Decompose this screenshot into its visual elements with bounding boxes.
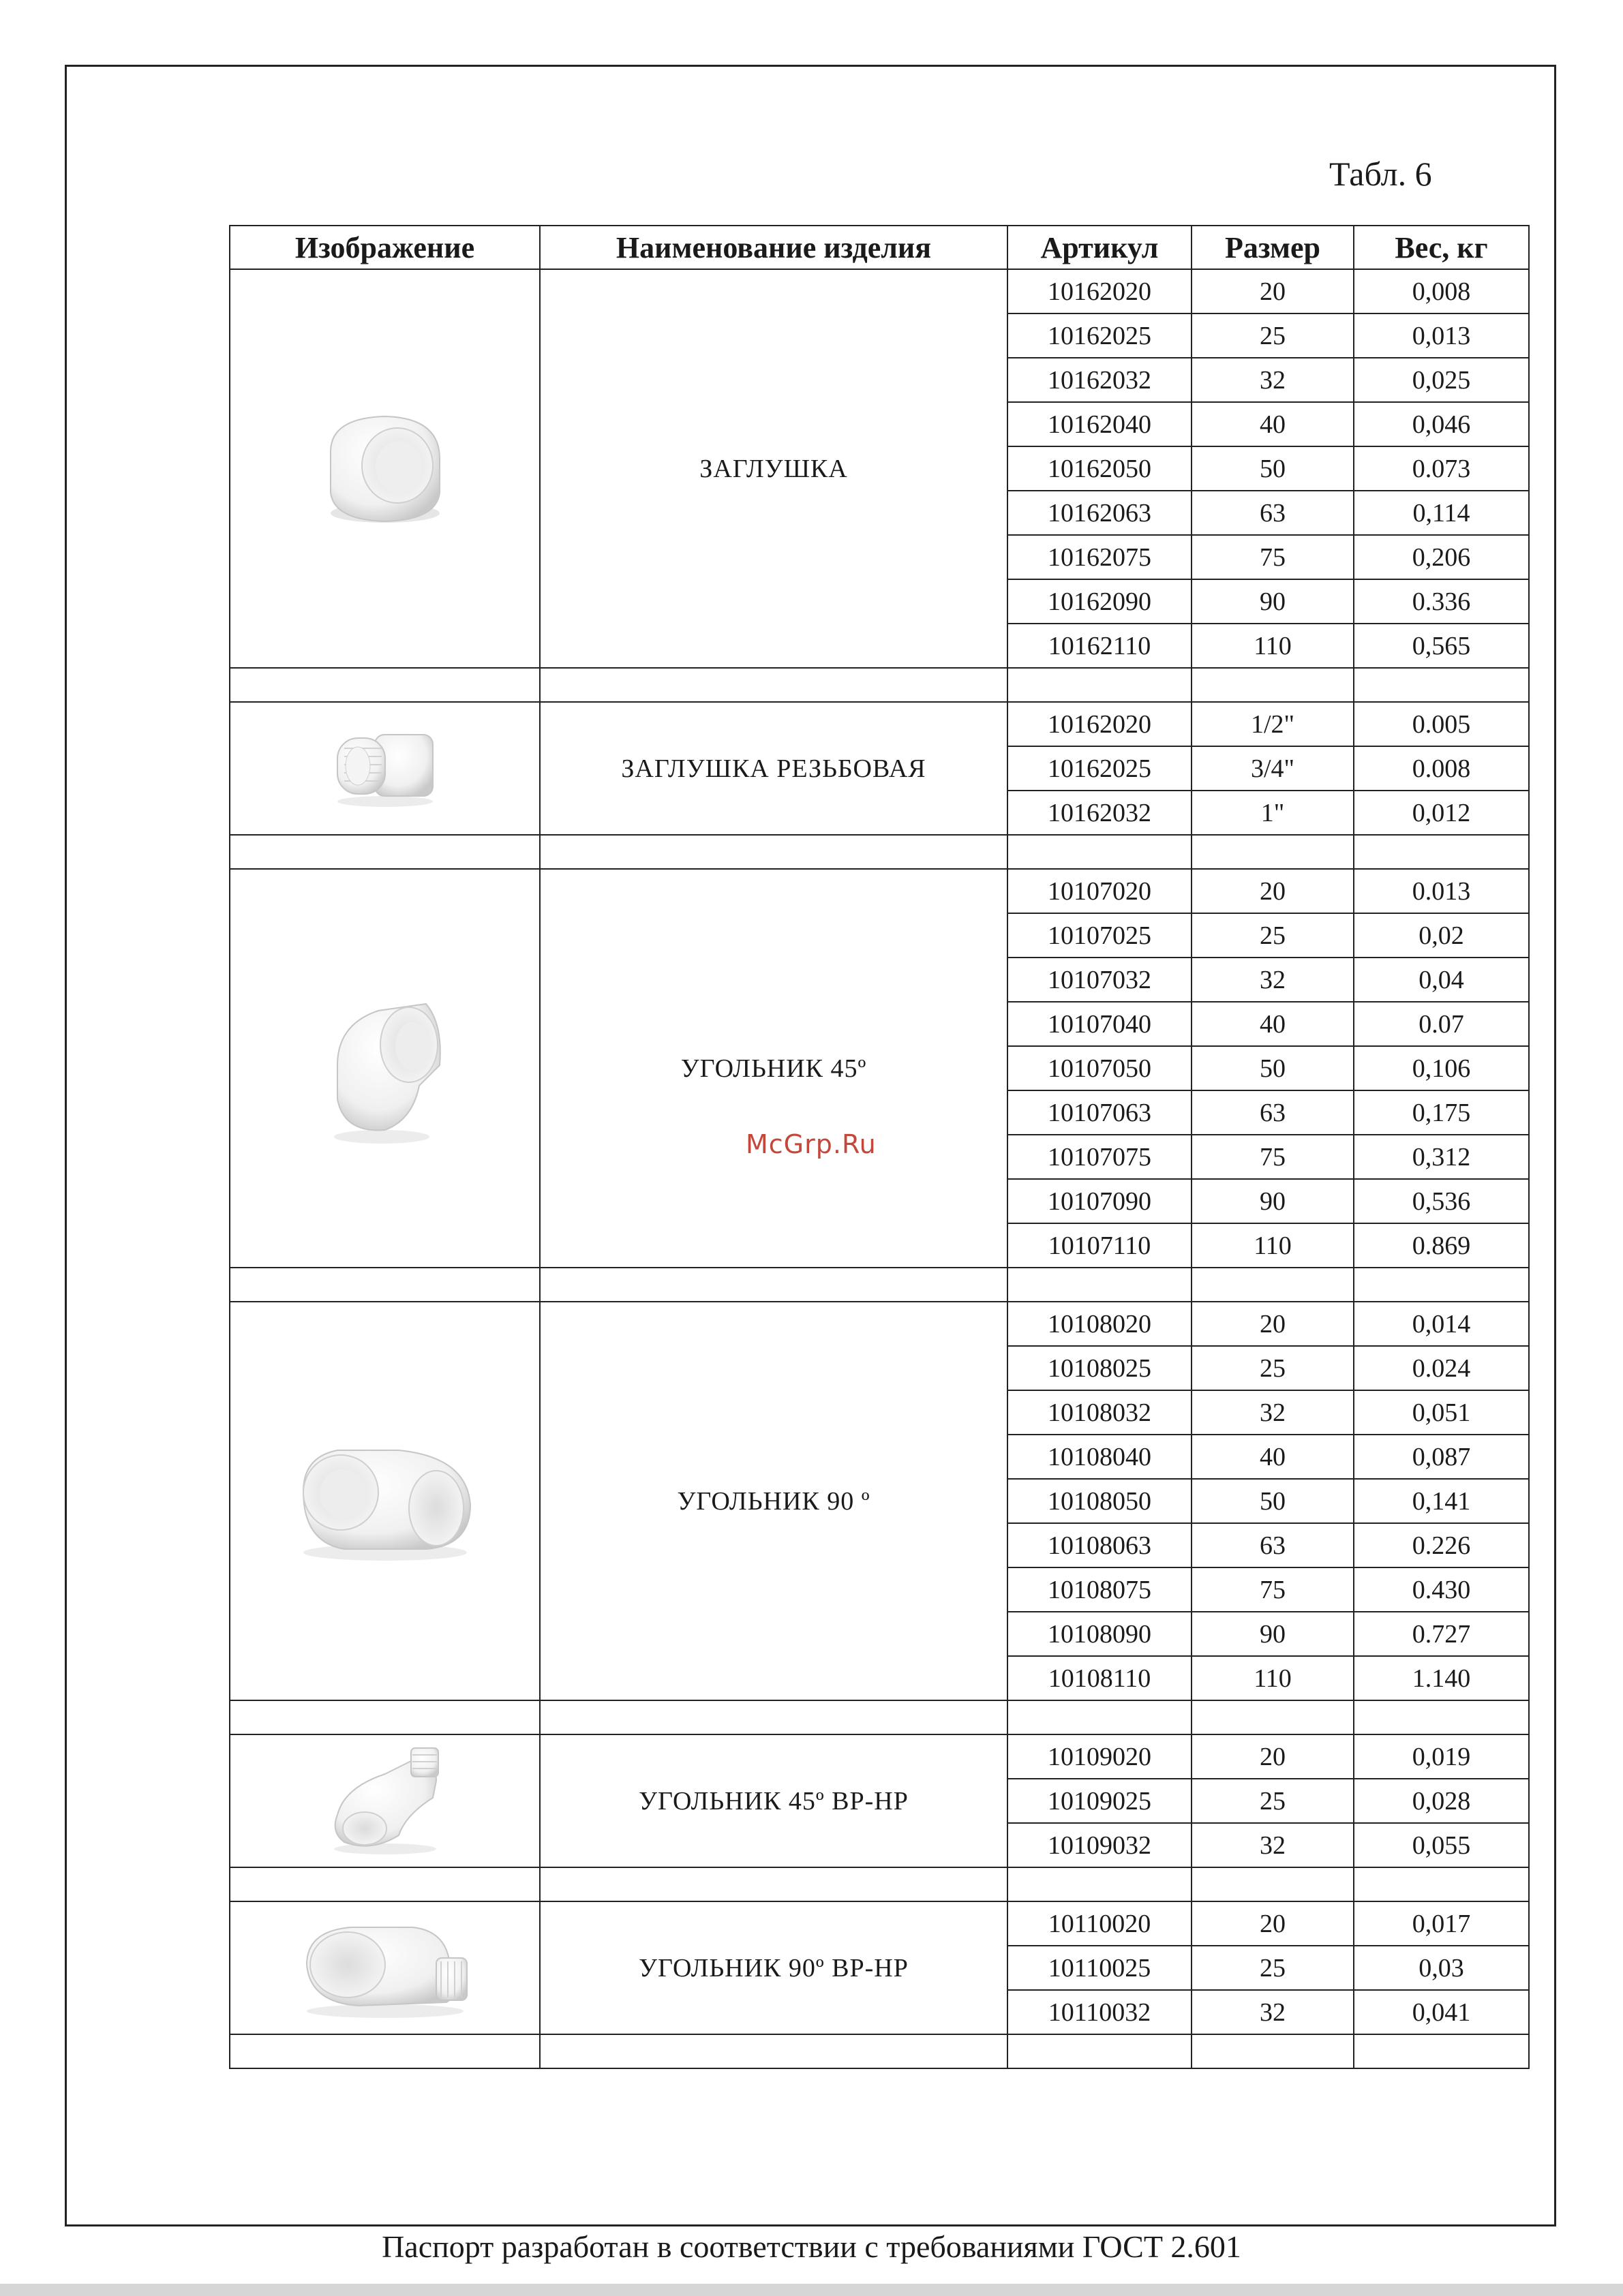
article-cell: 10110032 bbox=[1007, 1990, 1192, 2034]
size-cell: 20 bbox=[1192, 1901, 1354, 1946]
weight-cell: 0,055 bbox=[1354, 1823, 1529, 1867]
article-cell: 10162040 bbox=[1007, 402, 1192, 446]
weight-cell: 0.024 bbox=[1354, 1346, 1529, 1390]
product-table bbox=[229, 225, 1530, 2069]
footer-note: Паспорт разработан в соответствии с требованиями ГОСТ 2.601 bbox=[382, 2229, 1241, 2264]
size-cell: 50 bbox=[1192, 1479, 1354, 1523]
weight-cell: 0,008 bbox=[1354, 269, 1529, 313]
elbow-90-female-male-icon bbox=[230, 1910, 539, 2026]
size-cell: 50 bbox=[1192, 446, 1354, 491]
product-image-cell bbox=[230, 1302, 540, 1700]
product-name: ЗАГЛУШКА bbox=[540, 269, 1007, 668]
weight-cell: 0,02 bbox=[1354, 913, 1529, 958]
weight-cell: 0.07 bbox=[1354, 1002, 1529, 1046]
size-cell: 110 bbox=[1192, 624, 1354, 668]
empty-cell bbox=[1007, 2034, 1192, 2068]
weight-cell: 0,141 bbox=[1354, 1479, 1529, 1523]
spacer-row bbox=[230, 1867, 1529, 1901]
table-row bbox=[230, 702, 1529, 746]
empty-cell bbox=[540, 1700, 1007, 1734]
size-cell: 3/4" bbox=[1192, 746, 1354, 791]
article-cell: 10108075 bbox=[1007, 1567, 1192, 1612]
article-cell: 10107050 bbox=[1007, 1046, 1192, 1090]
article-cell: 10109020 bbox=[1007, 1734, 1192, 1779]
empty-cell bbox=[230, 1700, 540, 1734]
empty-cell bbox=[540, 2034, 1007, 2068]
size-cell: 20 bbox=[1192, 1734, 1354, 1779]
elbow-45-icon bbox=[230, 983, 539, 1154]
empty-cell bbox=[1192, 668, 1354, 702]
size-cell: 20 bbox=[1192, 869, 1354, 913]
article-cell: 10162063 bbox=[1007, 491, 1192, 535]
size-cell: 75 bbox=[1192, 1567, 1354, 1612]
article-cell: 10107075 bbox=[1007, 1135, 1192, 1179]
product-image-cell bbox=[230, 1901, 540, 2034]
table-number: Табл. 6 bbox=[1329, 155, 1432, 193]
weight-cell: 0,013 bbox=[1354, 313, 1529, 358]
size-cell: 32 bbox=[1192, 1390, 1354, 1435]
size-cell: 110 bbox=[1192, 1656, 1354, 1700]
article-cell: 10162020 bbox=[1007, 702, 1192, 746]
article-cell: 10107110 bbox=[1007, 1223, 1192, 1268]
cap-icon bbox=[230, 397, 539, 540]
size-cell: 75 bbox=[1192, 1135, 1354, 1179]
article-cell: 10107032 bbox=[1007, 958, 1192, 1002]
product-image-cell bbox=[230, 269, 540, 668]
article-cell: 10108050 bbox=[1007, 1479, 1192, 1523]
elbow-90-icon bbox=[230, 1430, 539, 1573]
table-row bbox=[230, 1734, 1529, 1779]
empty-cell bbox=[1007, 668, 1192, 702]
weight-cell: 0,051 bbox=[1354, 1390, 1529, 1435]
size-cell: 63 bbox=[1192, 1523, 1354, 1567]
size-cell: 32 bbox=[1192, 1990, 1354, 2034]
empty-cell bbox=[230, 2034, 540, 2068]
weight-cell: 0.869 bbox=[1354, 1223, 1529, 1268]
threaded-plug-icon bbox=[230, 721, 539, 816]
article-cell: 10109025 bbox=[1007, 1779, 1192, 1823]
table-row bbox=[230, 1901, 1529, 1946]
empty-cell bbox=[1354, 835, 1529, 869]
empty-cell bbox=[1192, 1700, 1354, 1734]
weight-cell: 0,106 bbox=[1354, 1046, 1529, 1090]
size-cell: 1" bbox=[1192, 791, 1354, 835]
empty-cell bbox=[1354, 1700, 1529, 1734]
empty-cell bbox=[1354, 1867, 1529, 1901]
empty-cell bbox=[230, 668, 540, 702]
empty-cell bbox=[540, 1268, 1007, 1302]
article-cell: 10162075 bbox=[1007, 535, 1192, 579]
weight-cell: 0,046 bbox=[1354, 402, 1529, 446]
empty-cell bbox=[1192, 2034, 1354, 2068]
article-cell: 10162032 bbox=[1007, 791, 1192, 835]
header-name: Наименование изделия bbox=[540, 226, 1007, 269]
size-cell: 40 bbox=[1192, 402, 1354, 446]
weight-cell: 0.005 bbox=[1354, 702, 1529, 746]
size-cell: 25 bbox=[1192, 1346, 1354, 1390]
weight-cell: 0,114 bbox=[1354, 491, 1529, 535]
empty-cell bbox=[1007, 1867, 1192, 1901]
weight-cell: 0,019 bbox=[1354, 1734, 1529, 1779]
spacer-row bbox=[230, 2034, 1529, 2068]
weight-cell: 0,206 bbox=[1354, 535, 1529, 579]
spacer-row bbox=[230, 668, 1529, 702]
weight-cell: 0,017 bbox=[1354, 1901, 1529, 1946]
product-image-cell bbox=[230, 702, 540, 835]
article-cell: 10162032 bbox=[1007, 358, 1192, 402]
size-cell: 25 bbox=[1192, 313, 1354, 358]
size-cell: 20 bbox=[1192, 269, 1354, 313]
product-image-cell bbox=[230, 869, 540, 1268]
empty-cell bbox=[230, 1268, 540, 1302]
weight-cell: 0,014 bbox=[1354, 1302, 1529, 1346]
empty-cell bbox=[1354, 2034, 1529, 2068]
size-cell: 40 bbox=[1192, 1435, 1354, 1479]
header-image: Изображение bbox=[230, 226, 540, 269]
article-cell: 10108063 bbox=[1007, 1523, 1192, 1567]
article-cell: 10109032 bbox=[1007, 1823, 1192, 1867]
weight-cell: 0,012 bbox=[1354, 791, 1529, 835]
weight-cell: 0,04 bbox=[1354, 958, 1529, 1002]
empty-cell bbox=[1192, 1268, 1354, 1302]
empty-cell bbox=[1007, 1700, 1192, 1734]
empty-cell bbox=[540, 668, 1007, 702]
size-cell: 50 bbox=[1192, 1046, 1354, 1090]
weight-cell: 0.336 bbox=[1354, 579, 1529, 624]
weight-cell: 0.226 bbox=[1354, 1523, 1529, 1567]
table-row bbox=[230, 1302, 1529, 1346]
bottom-bar bbox=[0, 2284, 1623, 2296]
empty-cell bbox=[1007, 1268, 1192, 1302]
article-cell: 10108040 bbox=[1007, 1435, 1192, 1479]
table-row bbox=[230, 869, 1529, 913]
article-cell: 10110025 bbox=[1007, 1946, 1192, 1990]
weight-cell: 0.013 bbox=[1354, 869, 1529, 913]
size-cell: 110 bbox=[1192, 1223, 1354, 1268]
empty-cell bbox=[230, 1867, 540, 1901]
watermark: McGrp.Ru bbox=[746, 1129, 877, 1159]
empty-cell bbox=[540, 1867, 1007, 1901]
weight-cell: 0,03 bbox=[1354, 1946, 1529, 1990]
weight-cell: 0,041 bbox=[1354, 1990, 1529, 2034]
size-cell: 25 bbox=[1192, 1946, 1354, 1990]
product-name: УГОЛЬНИК 45º bbox=[540, 869, 1007, 1268]
article-cell: 10162025 bbox=[1007, 746, 1192, 791]
empty-cell bbox=[1007, 835, 1192, 869]
weight-cell: 0,175 bbox=[1354, 1090, 1529, 1135]
product-name: ЗАГЛУШКА РЕЗЬБОВАЯ bbox=[540, 702, 1007, 835]
product-name: УГОЛЬНИК 90 º bbox=[540, 1302, 1007, 1700]
product-name: УГОЛЬНИК 90º ВР-НР bbox=[540, 1901, 1007, 2034]
elbow-45-female-male-icon bbox=[230, 1740, 539, 1863]
size-cell: 32 bbox=[1192, 1823, 1354, 1867]
weight-cell: 0.073 bbox=[1354, 446, 1529, 491]
article-cell: 10110020 bbox=[1007, 1901, 1192, 1946]
size-cell: 32 bbox=[1192, 958, 1354, 1002]
header-article: Артикул bbox=[1007, 226, 1192, 269]
article-cell: 10162025 bbox=[1007, 313, 1192, 358]
empty-cell bbox=[1192, 1867, 1354, 1901]
article-cell: 10162110 bbox=[1007, 624, 1192, 668]
size-cell: 40 bbox=[1192, 1002, 1354, 1046]
article-cell: 10108032 bbox=[1007, 1390, 1192, 1435]
size-cell: 90 bbox=[1192, 1179, 1354, 1223]
product-name: УГОЛЬНИК 45º ВР-НР bbox=[540, 1734, 1007, 1867]
header-weight: Вес, кг bbox=[1354, 226, 1529, 269]
weight-cell: 0.430 bbox=[1354, 1567, 1529, 1612]
weight-cell: 0.727 bbox=[1354, 1612, 1529, 1656]
size-cell: 32 bbox=[1192, 358, 1354, 402]
weight-cell: 0.008 bbox=[1354, 746, 1529, 791]
size-cell: 75 bbox=[1192, 535, 1354, 579]
article-cell: 10107040 bbox=[1007, 1002, 1192, 1046]
product-image-cell bbox=[230, 1734, 540, 1867]
size-cell: 63 bbox=[1192, 491, 1354, 535]
weight-cell: 0,087 bbox=[1354, 1435, 1529, 1479]
size-cell: 25 bbox=[1192, 913, 1354, 958]
weight-cell: 0,565 bbox=[1354, 624, 1529, 668]
article-cell: 10108025 bbox=[1007, 1346, 1192, 1390]
article-cell: 10107020 bbox=[1007, 869, 1192, 913]
size-cell: 1/2" bbox=[1192, 702, 1354, 746]
article-cell: 10108090 bbox=[1007, 1612, 1192, 1656]
spacer-row bbox=[230, 1268, 1529, 1302]
article-cell: 10108020 bbox=[1007, 1302, 1192, 1346]
size-cell: 25 bbox=[1192, 1779, 1354, 1823]
article-cell: 10162020 bbox=[1007, 269, 1192, 313]
article-cell: 10107090 bbox=[1007, 1179, 1192, 1223]
empty-cell bbox=[1192, 835, 1354, 869]
size-cell: 20 bbox=[1192, 1302, 1354, 1346]
weight-cell: 0,536 bbox=[1354, 1179, 1529, 1223]
size-cell: 90 bbox=[1192, 1612, 1354, 1656]
table-header-row bbox=[230, 226, 1529, 269]
weight-cell: 1.140 bbox=[1354, 1656, 1529, 1700]
weight-cell: 0,025 bbox=[1354, 358, 1529, 402]
size-cell: 90 bbox=[1192, 579, 1354, 624]
article-cell: 10107063 bbox=[1007, 1090, 1192, 1135]
spacer-row bbox=[230, 835, 1529, 869]
article-cell: 10162090 bbox=[1007, 579, 1192, 624]
header-size: Размер bbox=[1192, 226, 1354, 269]
table-body bbox=[230, 269, 1529, 2068]
empty-cell bbox=[230, 835, 540, 869]
article-cell: 10108110 bbox=[1007, 1656, 1192, 1700]
weight-cell: 0,312 bbox=[1354, 1135, 1529, 1179]
table-row bbox=[230, 269, 1529, 313]
spacer-row bbox=[230, 1700, 1529, 1734]
size-cell: 63 bbox=[1192, 1090, 1354, 1135]
empty-cell bbox=[1354, 668, 1529, 702]
article-cell: 10162050 bbox=[1007, 446, 1192, 491]
empty-cell bbox=[540, 835, 1007, 869]
empty-cell bbox=[1354, 1268, 1529, 1302]
weight-cell: 0,028 bbox=[1354, 1779, 1529, 1823]
article-cell: 10107025 bbox=[1007, 913, 1192, 958]
